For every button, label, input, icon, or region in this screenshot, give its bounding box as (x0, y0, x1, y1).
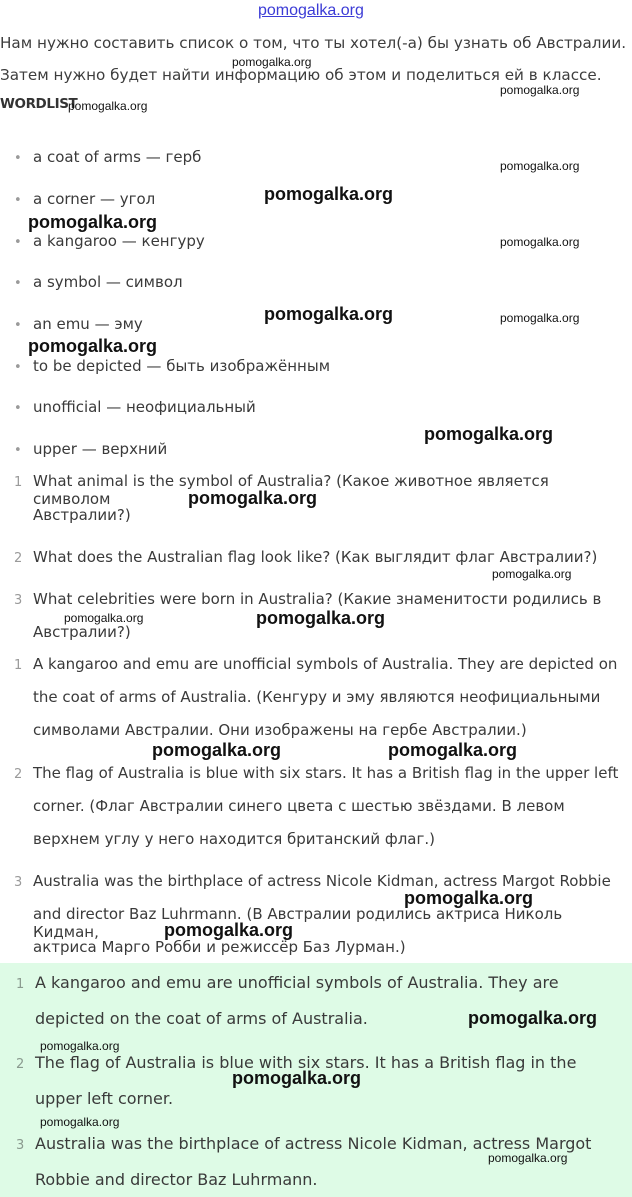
watermark: pomogalka.org (492, 567, 572, 581)
answer-line: верхнем углу у него находится британский флаг.) (33, 830, 435, 848)
question-number: 3 (14, 593, 23, 608)
question-number: 2 (14, 551, 23, 566)
list-item-text: a corner — угол (33, 190, 156, 208)
watermark: pomogalka.org (188, 488, 318, 508)
list-item-text: upper — верхний (33, 440, 168, 458)
question-line: Австралии?) (33, 506, 131, 524)
watermark: pomogalka.org (64, 611, 144, 625)
bullet-icon: • (14, 401, 22, 416)
final-answer-number: 1 (16, 977, 25, 992)
list-item-text: a symbol — символ (33, 273, 183, 291)
watermark: pomogalka.org (40, 1115, 120, 1129)
list-item-text: a kangaroo — кенгуру (33, 232, 205, 250)
question-line: What does the Australian flag look like? (Как выглядит флаг Австралии?) (33, 548, 598, 566)
answer-line: the coat of arms of Australia. (Кенгуру и эму являются неофициальными (33, 688, 601, 706)
watermark: pomogalka.org (164, 920, 294, 940)
bullet-icon: • (14, 360, 22, 375)
bullet-icon: • (14, 443, 22, 458)
final-answer-line: A kangaroo and emu are unofficial symbols of Australia. They are (35, 973, 559, 992)
watermark: pomogalka.org (152, 740, 282, 760)
watermark: pomogalka.org (256, 608, 386, 628)
bullet-icon: • (14, 276, 22, 291)
watermark: pomogalka.org (264, 304, 394, 324)
watermark: pomogalka.org (500, 159, 580, 173)
watermark: pomogalka.org (488, 1151, 568, 1165)
answer-line: символами Австралии. Они изображены на гербе Австралии.) (33, 721, 527, 739)
watermark: pomogalka.org (40, 1039, 120, 1053)
question-number: 1 (14, 475, 23, 490)
final-answer-line: upper left corner. (35, 1089, 174, 1108)
answer-line: corner. (Флаг Австралии синего цвета с шестью звёздами. В левом (33, 797, 565, 815)
final-answer-number: 2 (16, 1057, 25, 1072)
answer-line: Australia was the birthplace of actress Nicole Kidman, actress Margot Robbie (33, 872, 611, 890)
watermark: pomogalka.org (500, 83, 580, 97)
watermark: pomogalka.org (500, 311, 580, 325)
list-item-text: unofficial — неофициальный (33, 398, 256, 416)
final-answer-line: depicted on the coat of arms of Australia. (35, 1009, 368, 1028)
watermark-link[interactable]: pomogalka.org (258, 2, 364, 19)
question-line: What celebrities were born in Australia? (Какие знаменитости родились в (33, 590, 602, 608)
answer-number: 3 (14, 875, 23, 890)
watermark: pomogalka.org (264, 184, 394, 204)
answer-line: актриса Марго Робби и режиссёр Баз Лурман.) (33, 938, 406, 956)
answer-line: The flag of Australia is blue with six stars. It has a British flag in the upper left (33, 764, 619, 782)
final-answer-line: Robbie and director Baz Luhrmann. (35, 1170, 318, 1189)
watermark: pomogalka.org (28, 212, 158, 232)
answer-line: and director Baz Luhrmann. (В Австралии родились актриса Николь Кидман, (33, 905, 563, 941)
final-answer-line: Australia was the birthplace of actress Nicole Kidman, actress Margot (35, 1134, 592, 1153)
watermark: pomogalka.org (500, 235, 580, 249)
intro-line-1: Нам нужно составить список о том, что ты хотел(-а) бы узнать об Австралии. (0, 34, 627, 52)
watermark: pomogalka.org (28, 336, 158, 356)
wordlist-heading: WORDLIST (0, 96, 78, 112)
bullet-icon: • (14, 151, 22, 166)
final-answer-line: The flag of Australia is blue with six stars. It has a British flag in the (35, 1053, 577, 1072)
watermark: pomogalka.org (68, 99, 148, 113)
watermark: pomogalka.org (388, 740, 518, 760)
bullet-icon: • (14, 235, 22, 250)
bullet-icon: • (14, 193, 22, 208)
intro-line-2: Затем нужно будет найти информацию об этом и поделиться ей в классе. (0, 66, 602, 84)
watermark: pomogalka.org (232, 55, 312, 69)
list-item-text: a coat of arms — герб (33, 148, 202, 166)
watermark: pomogalka.org (404, 888, 534, 908)
watermark: pomogalka.org (468, 1008, 598, 1028)
bullet-icon: • (14, 318, 22, 333)
list-item-text: to be depicted — быть изображённым (33, 357, 331, 375)
answer-number: 1 (14, 658, 23, 673)
answer-number: 2 (14, 767, 23, 782)
question-line: What animal is the symbol of Australia? (Какое животное является символом (33, 472, 549, 508)
watermark: pomogalka.org (232, 1068, 362, 1088)
question-line: Австралии?) (33, 623, 131, 641)
watermark: pomogalka.org (424, 424, 554, 444)
final-answer-number: 3 (16, 1138, 25, 1153)
answer-line: A kangaroo and emu are unofficial symbols of Australia. They are depicted on (33, 655, 618, 673)
list-item-text: an emu — эму (33, 315, 143, 333)
